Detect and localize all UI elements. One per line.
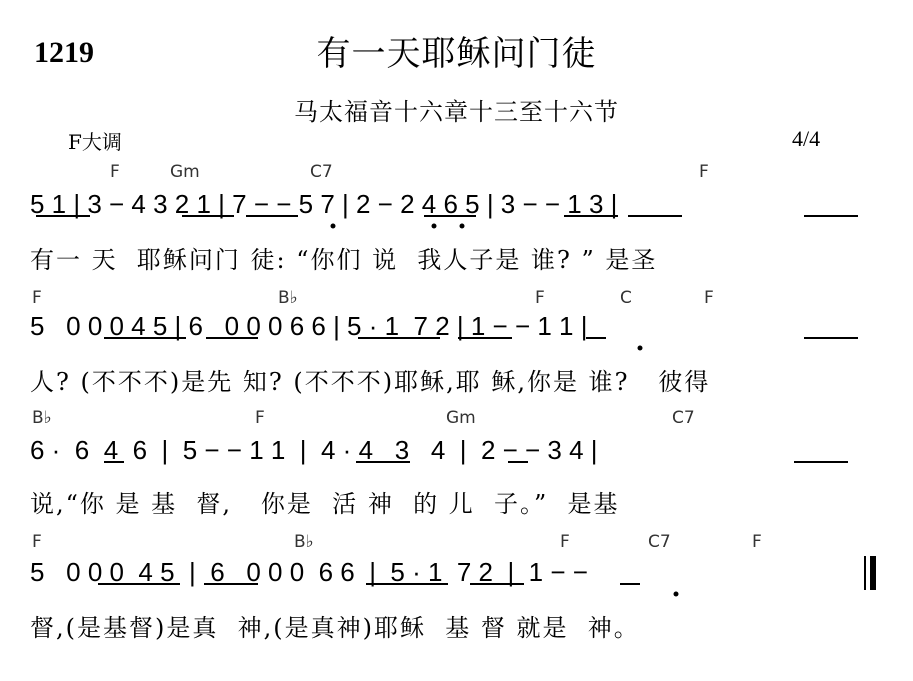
low-octave-dot: [638, 346, 643, 351]
low-octave-dot: [331, 224, 336, 229]
lyrics-line: 督,(是基督)是真 神,(是真神)耶稣 基 督 就是 神。: [30, 614, 640, 642]
chord-label: F: [560, 532, 570, 552]
chord-label: F: [535, 288, 545, 308]
notation-line: 5 0 0 0 4 5 | 6 0 0 0 6 6 | 5 · 1 7 2 | 1 − − 1 1 |: [30, 311, 588, 341]
chord-label: F: [32, 288, 42, 308]
chord-label: B♭: [294, 532, 314, 552]
final-barline-thick: [870, 556, 876, 590]
notation-line: 6 · 6 4 6 | 5 − − 1 1 | 4 · 4 3 4 | 2 − − 3 4 |: [30, 435, 598, 465]
chord-label: C7: [648, 532, 671, 552]
chord-label: Gm: [170, 162, 200, 182]
low-octave-dot: [432, 224, 437, 229]
chord-label: F: [704, 288, 714, 308]
chord-label: F: [110, 162, 120, 182]
chord-label: Gm: [446, 408, 476, 428]
notation-line: 5 0 0 0 4 5 | 6 0 0 0 6 6 | 5 · 1 7 2 | 1 − −: [30, 557, 588, 587]
lyrics-line: 人? (不不不)是先 知? (不不不)耶稣,耶 稣,你是 谁? 彼得: [30, 368, 711, 396]
chord-label: C7: [672, 408, 695, 428]
low-octave-dot: [460, 224, 465, 229]
chord-label: B♭: [278, 288, 298, 308]
song-subtitle: 马太福音十六章十三至十六节: [294, 98, 619, 126]
chord-label: F: [699, 162, 709, 182]
chord-label: C: [620, 288, 632, 308]
final-barline-thin: [864, 556, 866, 590]
song-title: 有一天耶稣问门徒: [316, 34, 597, 74]
octave-dots: [331, 224, 679, 597]
chord-label: C7: [310, 162, 333, 182]
lyrics-line: 有一 天 耶稣问门 徒: “你们 说 我人子是 谁? ” 是圣: [30, 246, 658, 274]
time-signature: 4/4: [792, 126, 821, 151]
lyrics-line: 说,“你 是 基 督, 你是 活 神 的 儿 子。” 是基: [30, 490, 620, 518]
notation-line: 5 1 | 3 − 4 3 2 1 | 7 − − 5 7 | 2 − 2 4 6 5 | 3 − − 1 3 |: [30, 189, 618, 219]
low-octave-dot: [674, 592, 679, 597]
chord-label: B♭: [32, 408, 52, 428]
key-signature: F大调: [68, 130, 122, 154]
song-number: 1219: [34, 36, 94, 69]
chord-label: F: [752, 532, 762, 552]
chord-label: F: [255, 408, 265, 428]
chord-label: F: [32, 532, 42, 552]
